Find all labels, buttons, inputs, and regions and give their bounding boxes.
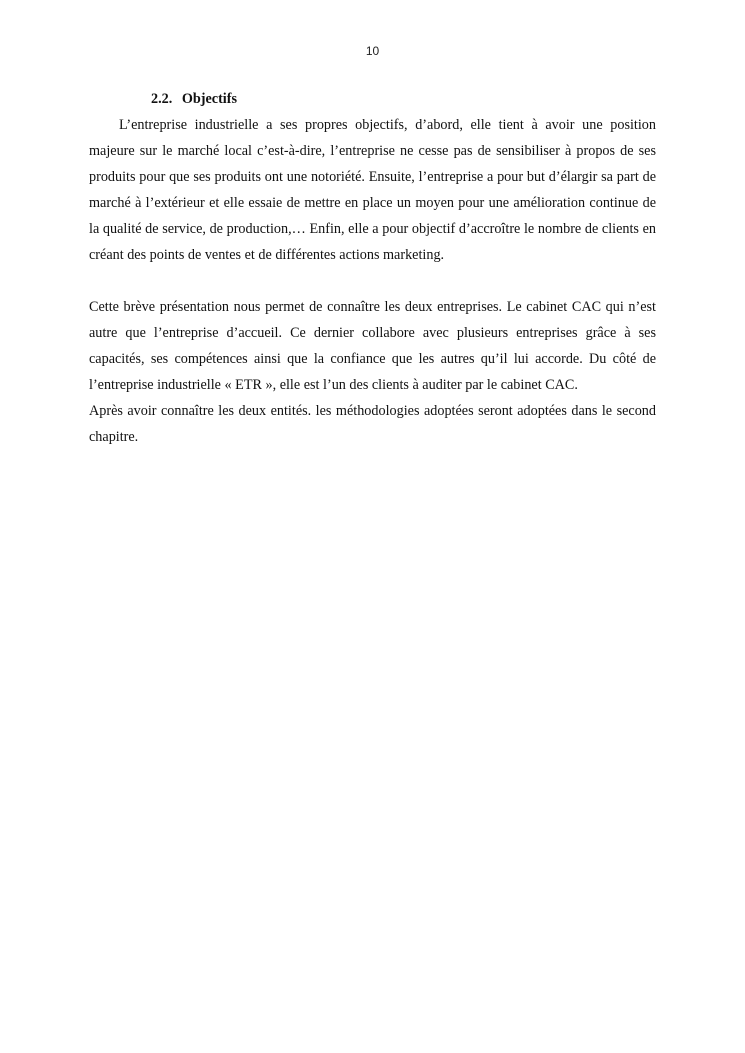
paragraph-objectifs: L’entreprise industrielle a ses propres objectifs, d’abord, elle tient à avoir une position majeure sur le marché local c’est-à-dire, l’entreprise ne cesse pas de sensibiliser à propos de ses produits pour que ses produits ont une notoriété. Ensuite, l’entreprise a pour but d’élargir sa part de marché à l’extérieur et elle essaie de mettre en place un moyen pour une amélioration continue de la qualité de service, de production,… Enfin, elle a pour objectif d’accroître le nombre de clients en créant des points de ventes et de différentes actions marketing. — [89, 117, 656, 263]
section-title: Objectifs — [181, 91, 237, 107]
section-heading — [151, 86, 656, 112]
paragraph-transition: Après avoir connaître les deux entités. les méthodologies adoptées seront adoptées dans le second chapitre. — [89, 403, 656, 445]
section-number: 2.2. — [151, 91, 173, 107]
paragraph-spacer — [89, 268, 656, 294]
document-body — [89, 86, 656, 450]
page-number: 10 — [365, 44, 380, 58]
paragraph-presentation: Cette brève présentation nous permet de connaître les deux entreprises. Le cabinet CAC qui n’est autre que l’entreprise d’accueil. Ce dernier collabore avec plusieurs entreprises grâce à ses capacités, ses compétences ainsi que la confiance que les autres qu’il lui accorde. Du côté de l’entreprise industrielle « ETR », elle est l’un des clients à auditer par le cabinet CAC. — [89, 299, 656, 393]
